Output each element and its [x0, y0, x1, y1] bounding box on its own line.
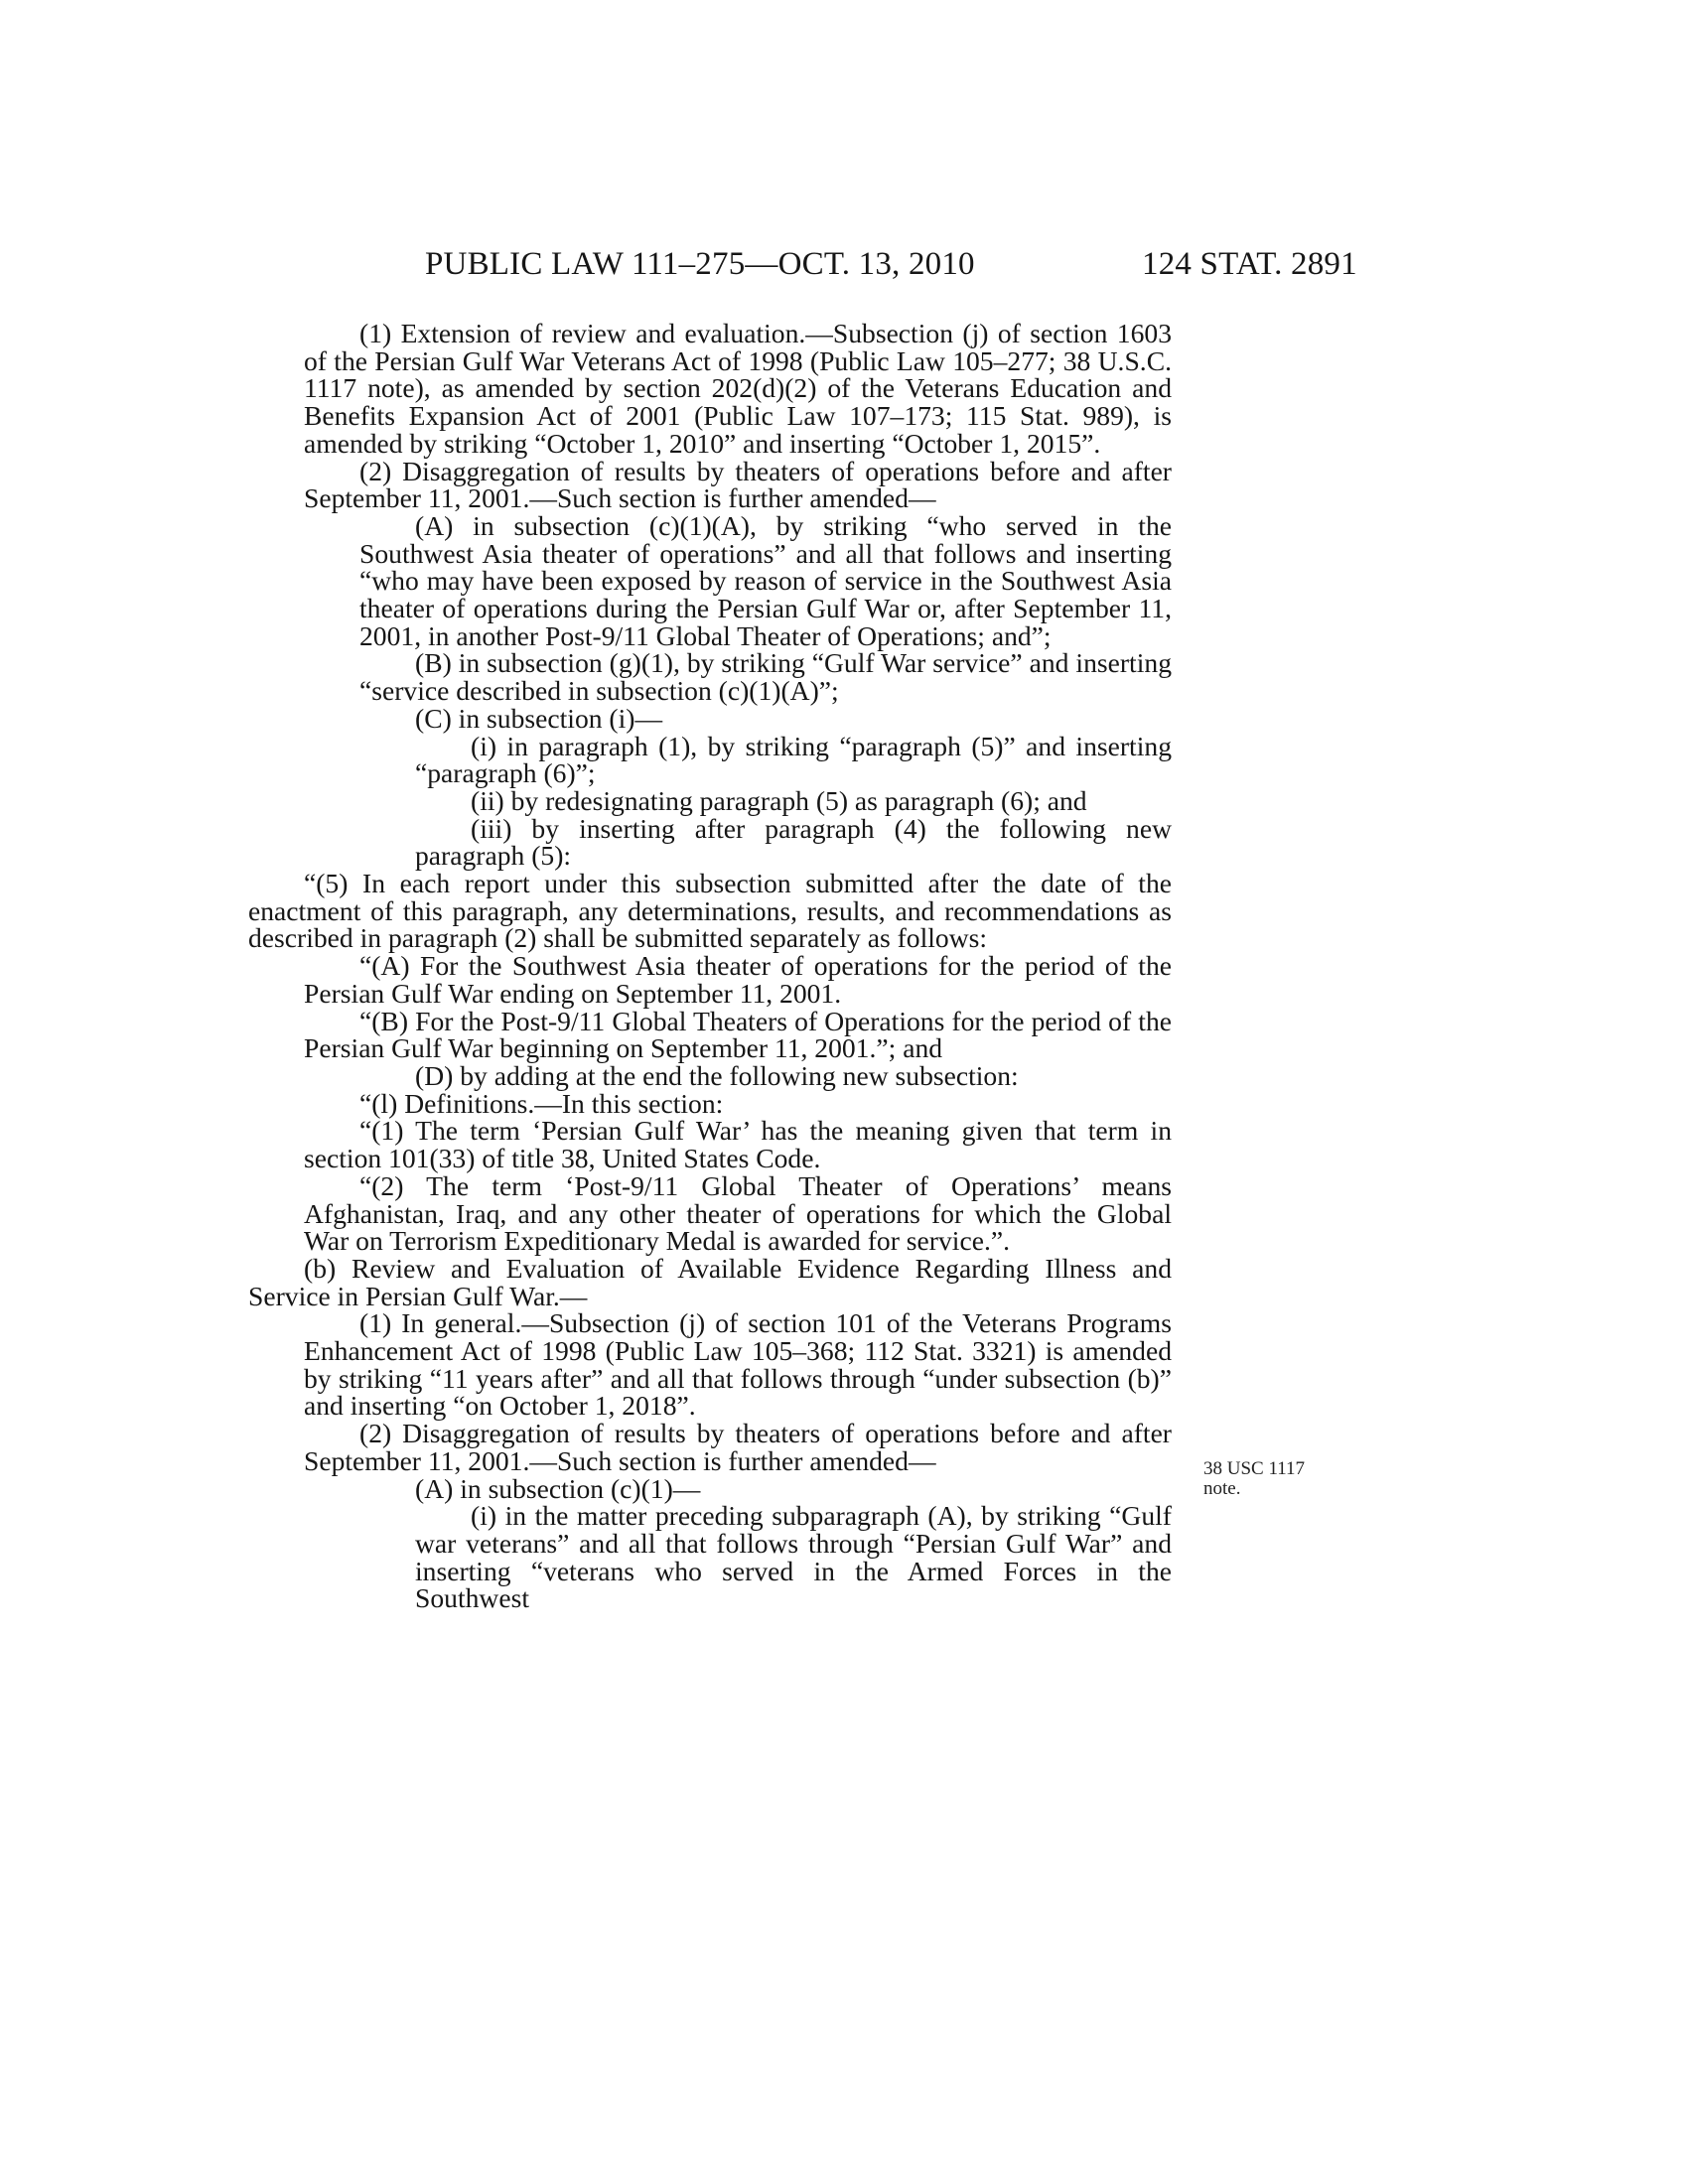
paragraph-b1: (1) In general.—Subsection (j) of section 101 of the Veterans Programs Enhancement Act of 1998 (Public Law 105–368; 112 Stat. 3321) is amended by striking “11 years after” and all that follows through “under subsection (b)” and inserting “on October 1, 2018”. — [304, 1307, 1172, 1422]
subparagraph-2B: (B) in subsection (g)(1), by striking “Gulf War service” and inserting “service described in subsection (c)(1)(A)”; — [359, 647, 1172, 707]
clause-2Cii: (ii) by redesignating paragraph (5) as paragraph (6); and — [471, 784, 1087, 816]
quoted-l2: “(2) The term ‘Post-9/11 Global Theater of Operations’ means Afghanistan, Iraq, and any other theater of operations for which the Global War on Terrorism Expeditionary Medal is awarded for service.”. — [304, 1169, 1172, 1257]
quoted-subsection-l: “(l) Definitions.—In this section: — [359, 1087, 724, 1119]
paragraph-b2: (2) Disaggregation of results by theaters of operations before and after September 11, 2001.—Such section is further amended— — [304, 1418, 1172, 1476]
quoted-5A: “(A) For the Southwest Asia theater of operations for the period of the Persian Gulf War ending on September 11, 2001. — [304, 950, 1172, 1009]
margin-citation-line2: note. — [1203, 1478, 1241, 1499]
subparagraph-2A: (A) in subsection (c)(1)(A), by striking “who served in the Southwest Asia theater of operations” and all that follows and inserting “who may have been exposed by reason of service in the Southwest Asia theater of operations during the Persian Gulf War or, after September 11, 2001, in another Post-9/11 Global Theater of Operations; and”; — [359, 509, 1172, 651]
statute-text — [248, 318, 1172, 1614]
paragraph-2-disaggregation: (2) Disaggregation of results by theaters of operations before and after September 11, 2001.—Such section is further amended— — [304, 455, 1172, 514]
subparagraph-2D: (D) by adding at the end the following new subsection: — [415, 1059, 1019, 1091]
clause-2Ciii: (iii) by inserting after paragraph (4) the following new paragraph (5): — [415, 812, 1172, 872]
clause-b2Ai: (i) in the matter preceding subparagraph (A), by striking “Gulf war veterans” and all that follows through “Persian Gulf War” and inserting “veterans who served in the Armed Forces in the Southwest — [415, 1500, 1172, 1614]
margin-citation-line1: 38 USC 1117 — [1203, 1458, 1306, 1479]
running-header-title: PUBLIC LAW 111–275—OCT. 13, 2010 — [425, 246, 975, 282]
quoted-5B: “(B) For the Post-9/11 Global Theaters of Operations for the period of the Persian Gulf War beginning on September 11, 2001.”; and — [304, 1005, 1172, 1064]
subsection-b-heading: (b) Review and Evaluation of Available Evidence Regarding Illness and Service in Persian Gulf War.— — [248, 1252, 1172, 1311]
subparagraph-b2A: (A) in subsection (c)(1)— — [415, 1472, 701, 1504]
quoted-paragraph-5: “(5) In each report under this subsection submitted after the date of the enactment of this paragraph, any determinations, results, and recommendations as described in paragraph (2) shall be submitted separately as follows: — [248, 868, 1172, 954]
paragraph-1-extension: (1) Extension of review and evaluation.—Subsection (j) of section 1603 of the Persian Gulf War Veterans Act of 1998 (Public Law 105–277; 38 U.S.C. 1117 note), as amended by section 202(d)(2) of the Veterans Education and Benefits Expansion Act of 2001 (Public Law 107–173; 115 Stat. 989), is amended by striking “October 1, 2010” and inserting “October 1, 2015”. — [304, 318, 1172, 459]
subparagraph-2C: (C) in subsection (i)— — [415, 702, 663, 734]
quoted-l1: “(1) The term ‘Persian Gulf War’ has the meaning given that term in section 101(33) of title 38, United States Code. — [304, 1115, 1172, 1174]
page-stat-number: 124 STAT. 2891 — [1142, 246, 1357, 282]
clause-2Ci: (i) in paragraph (1), by striking “paragraph (5)” and inserting “paragraph (6)”; — [415, 730, 1172, 789]
